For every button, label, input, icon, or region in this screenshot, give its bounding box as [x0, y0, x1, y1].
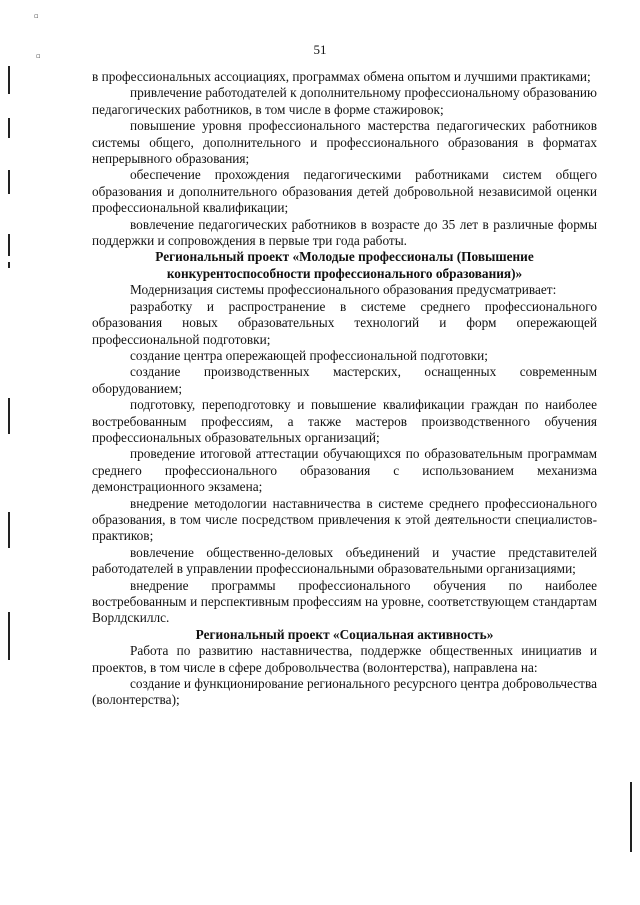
document-body: [92, 69, 597, 709]
scan-margin-mark: [8, 398, 10, 434]
scan-margin-mark: [8, 262, 10, 268]
section-heading: Региональный проект «Социальная активность»: [195, 626, 494, 642]
paragraph: создание производственных мастерских, оснащенных современным оборудованием;: [92, 364, 597, 396]
paragraph: в профессиональных ассоциациях, программах обмена опытом и лучшими практиками;: [92, 69, 591, 84]
scan-speck: ▫: [36, 52, 41, 60]
scan-margin-mark: [8, 66, 10, 94]
scan-margin-mark: [630, 782, 632, 852]
scan-margin-mark: [8, 170, 10, 194]
paragraph: внедрение методологии наставничества в системе среднего профессионального образования, в том числе посредством привлечения к этой деятельности специалистов-практиков;: [92, 495, 597, 544]
paragraph: вовлечение педагогических работников в возрасте до 35 лет в различные формы поддержки и сопровождения в первые три года работы.: [92, 216, 597, 249]
scan-speck: ▫: [34, 12, 39, 20]
page-number: 51: [313, 42, 327, 57]
paragraph: создание и функционирование регионального ресурсного центра добровольчества (волонтерства);: [92, 676, 597, 708]
paragraph: проведение итоговой аттестации обучающихся по образовательным программам среднего профессионального образования с использованием механизма демонстрационного экзамена;: [92, 446, 597, 495]
paragraph: вовлечение общественно-деловых объединений и участие представителей работодателей в управлении профессиональными образовательными организациями;: [92, 544, 597, 577]
scan-margin-mark: [8, 512, 10, 548]
scan-margin-mark: [8, 612, 10, 660]
paragraph: создание центра опережающей профессиональной подготовки;: [130, 347, 488, 363]
paragraph: внедрение программы профессионального обучения по наиболее востребованным и перспективным профессиям на уровне, соответствующем стандартам Ворлдскиллс.: [92, 577, 597, 626]
paragraph: повышение уровня профессионального мастерства педагогических работников системы общего, дополнительного и профессионального образования в форматах непрерывного образования;: [92, 118, 597, 167]
section-heading: Региональный проект «Молодые профессионалы (Повышение конкурентоспособности профессионального образования)»: [155, 249, 534, 281]
paragraph: привлечение работодателей к дополнительному профессиональному образованию педагогических работников, в том числе в форме стажировок;: [92, 85, 597, 117]
paragraph: подготовку, переподготовку и повышение квалификации граждан по наиболее востребованным профессиям, а также мастеров производственного обучения профессиональных образовательных организаций;: [92, 397, 597, 445]
scan-margin-mark: [8, 234, 10, 256]
paragraph: разработку и распространение в системе среднего профессионального образования новых образовательных технологий и форм опережающей профессиональной подготовки;: [92, 298, 597, 347]
scan-margin-mark: [8, 118, 10, 138]
paragraph: Работа по развитию наставничества, поддержке общественных инициатив и проектов, в том числе в сфере добровольчества (волонтерства), направлена на:: [92, 643, 597, 675]
paragraph: обеспечение прохождения педагогическими работниками систем общего образования и дополнительного образования детей добровольной независимой оценки профессиональной квалификации;: [92, 167, 597, 216]
paragraph: Модернизация системы профессионального образования предусматривает:: [130, 282, 557, 298]
